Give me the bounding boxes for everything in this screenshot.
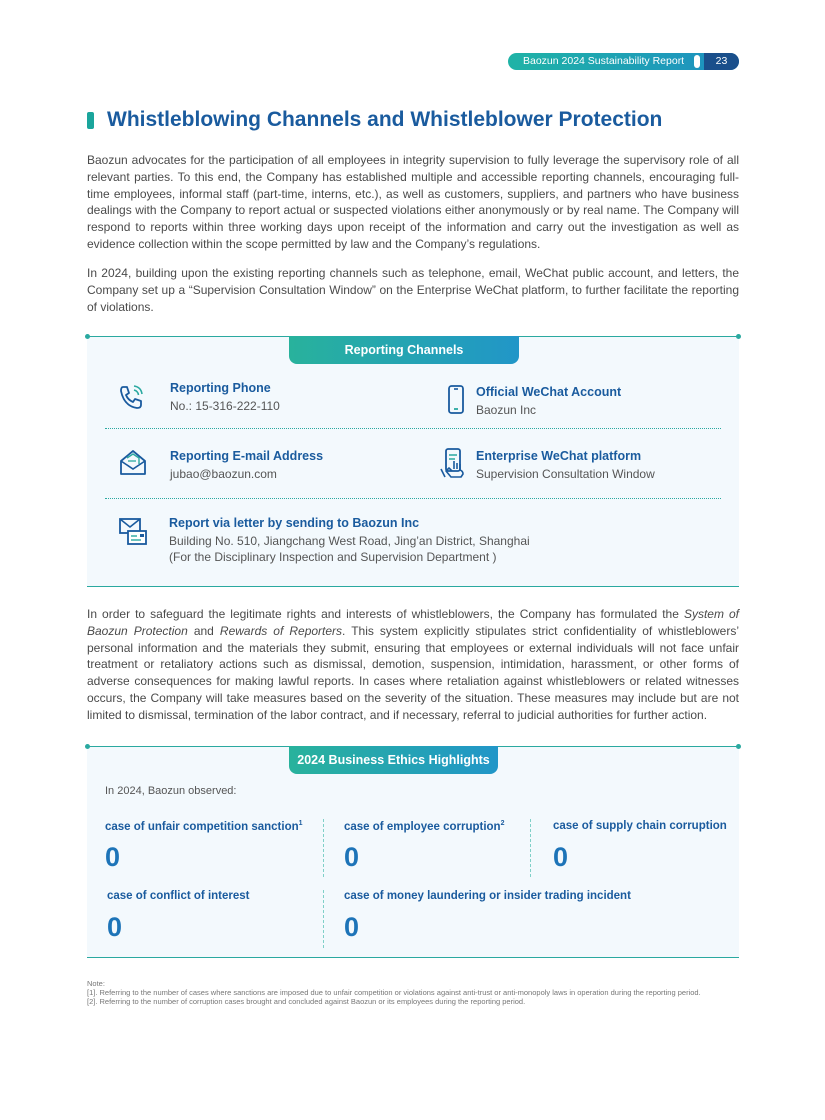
stat-value-conflict-of-interest: 0 (107, 912, 123, 942)
enterprise-wechat-title: Enterprise WeChat platform (476, 449, 642, 463)
intro-paragraph-1: Baozun advocates for the participation of all employees in integrity supervision to fully leverage the supervisory role of all relevant parties. To this end, the Company has established multiple and accessible reporting channels, encouraging full-time employees, informal staff (part-time, interns, etc.), as well as customers, suppliers, and partners who have business dealings with the Company to report actual or suspected violations either anonymously or by real name. The Company will respond to reports within three working days upon receipt of the information and carry out the investigation as well as evidence collection within the scope permitted by law and the Company’s regulations. (87, 153, 739, 251)
letter-address-line-2: (For the Disciplinary Inspection and Supervision Department ) (169, 550, 497, 564)
phone-channel-title: Reporting Phone (170, 381, 271, 395)
page-number: 23 (704, 53, 739, 70)
protection-text: In order to safeguard the legitimate rights and interests of whistleblowers, the Company has formulated the (87, 607, 684, 621)
note-1: [1]. Referring to the number of cases where sanctions are imposed due to unfair competition or violations against anti-trust or anti-monopoly laws in operation during the reporting period. (87, 988, 701, 997)
mobile-phone-icon (440, 384, 472, 416)
wechat-channel-title: Official WeChat Account (476, 385, 622, 399)
stat-value-unfair-competition: 0 (105, 842, 121, 872)
stat-value-money-laundering: 0 (344, 912, 360, 942)
intro-paragraph-2: In 2024, building upon the existing reporting channels such as telephone, email, WeChat public account, and letters, the Company set up a “Supervision Consultation Window” on the Enterprise WeChat platform, to further facilitate the reporting of violations. (87, 266, 739, 314)
stat-divider (323, 819, 324, 877)
protection-system-name: System of Baozun Protection (87, 607, 739, 638)
reporting-channels-heading: Reporting Channels (289, 336, 519, 364)
panel-dot-right (736, 744, 741, 749)
stat-label-employee-corruption: case of employee corruption$^2$ (344, 820, 505, 833)
email-channel-address: jubao@baozun.com (170, 467, 277, 481)
reporting-channels-panel (87, 336, 739, 587)
hand-phone-icon (438, 447, 470, 479)
ethics-highlights-heading: 2024 Business Ethics Highlights (289, 746, 498, 774)
protection-text: and (187, 623, 220, 638)
stat-label-supply-chain-corruption: case of supply chain corruption (553, 820, 727, 832)
enterprise-wechat-detail: Supervision Consultation Window (476, 467, 655, 481)
wechat-channel-name: Baozun Inc (476, 403, 537, 417)
panel-dot-left (85, 334, 90, 339)
stat-label-conflict-of-interest: case of conflict of interest (107, 890, 250, 902)
channel-divider (105, 498, 721, 499)
header-separator (694, 55, 700, 68)
ethics-highlights-panel (87, 746, 739, 958)
notes (87, 979, 739, 1006)
report-header (508, 53, 739, 70)
panel-dot-right (736, 334, 741, 339)
phone-icon (115, 381, 147, 413)
stat-value-supply-chain-corruption: 0 (553, 842, 569, 872)
observed-intro: In 2024, Baozun observed: (105, 785, 237, 797)
phone-channel-number: No.: 15-316-222-110 (170, 399, 280, 413)
stat-value-employee-corruption: 0 (344, 842, 360, 872)
section-title-marker (87, 112, 94, 129)
protection-paragraph (87, 606, 739, 724)
letter-channel-title: Report via letter by sending to Baozun Inc (169, 516, 420, 530)
channel-divider (105, 428, 721, 429)
rewards-document-name: Rewards of Reporters (219, 623, 343, 638)
stat-divider (323, 890, 324, 948)
section-title: Whistleblowing Channels and Whistleblower Protection (107, 108, 663, 131)
panel-dot-left (85, 744, 90, 749)
stat-label-unfair-competition: case of unfair competition sanction$^1$ (105, 820, 303, 833)
report-title: Baozun 2024 Sustainability Report (523, 55, 685, 67)
letter-mail-icon (117, 515, 149, 547)
stat-divider (530, 819, 531, 877)
protection-text: . This system explicitly stipulates strict confidentiality of whistleblowers’ personal information and the materials they submit, ensuring that employees or external individuals will not face unfair treatment or retaliatory actions such as dismissal, demotion, suspension, intimidation, harassment, or other forms of adverse consequences for making lawful reports. In cases where retaliation against whistleblowers or related witnesses occurs, the Company will take measures based on the severity of the situation. These measures may include but are not limited to dismissal, termination of the labor contract, and if necessary, referral to judicial authorities for further action. (87, 623, 739, 722)
notes-heading: Note: (87, 979, 105, 988)
email-envelope-icon (117, 447, 149, 479)
letter-address-line-1: Building No. 510, Jiangchang West Road, Jing’an District, Shanghai (169, 534, 530, 548)
email-channel-title: Reporting E-mail Address (170, 449, 324, 463)
note-2: [2]. Referring to the number of corruption cases brought and concluded against Baozun or its employees during the reporting period. (87, 997, 526, 1006)
stat-label-money-laundering: case of money laundering or insider trading incident (344, 890, 631, 902)
